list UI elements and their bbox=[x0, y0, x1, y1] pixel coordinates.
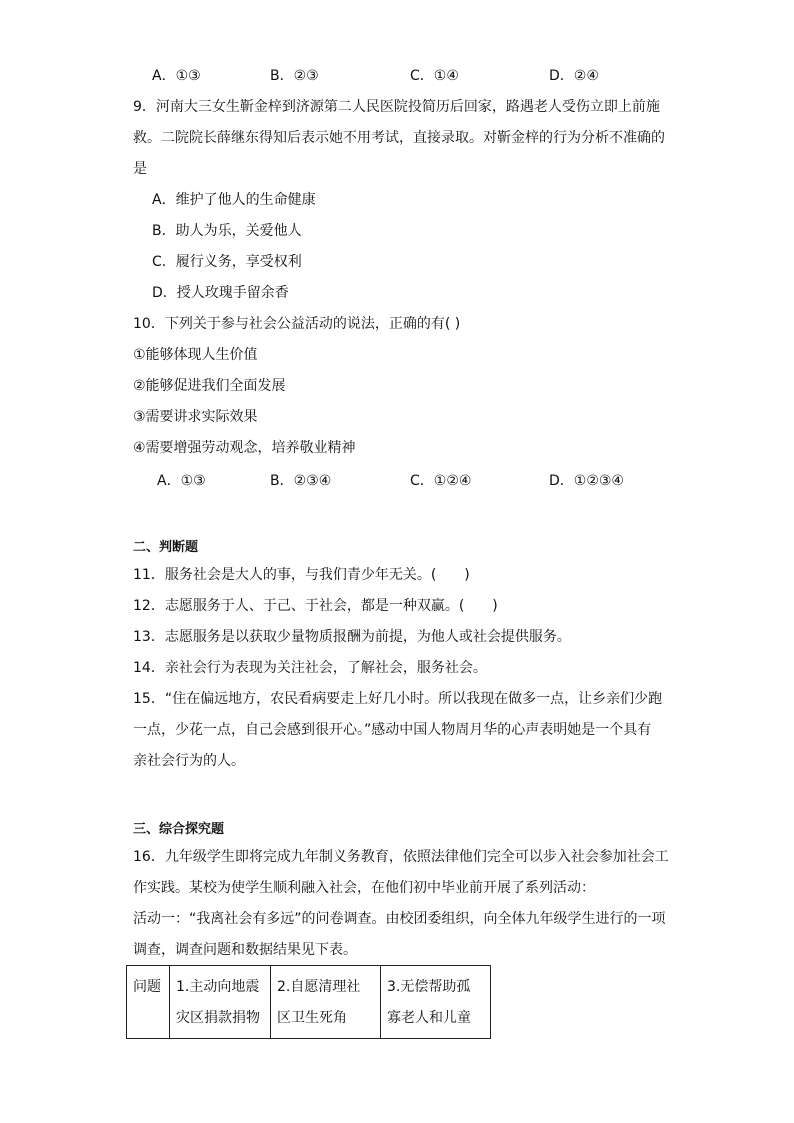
q9-stem-line: 是 bbox=[133, 161, 147, 177]
q10-item: ①能够体现人生价值 bbox=[133, 347, 258, 363]
q10-stem: 10．下列关于参与社会公益活动的说法，正确的有( ) bbox=[133, 316, 461, 332]
q14: 14．亲社会行为表现为关注社会，了解社会，服务社会。 bbox=[133, 660, 487, 676]
survey-table bbox=[126, 965, 491, 1039]
q16-line: 活动一：“我离社会有多远”的问卷调查。由校团委组织，向全体九年级学生进行的一项 bbox=[133, 911, 666, 927]
q15-line: 亲社会行为的人。 bbox=[133, 753, 245, 769]
q10-option-d: D．①②③④ bbox=[549, 473, 624, 489]
q10-option-b: B．②③④ bbox=[270, 473, 332, 489]
q8-option-c: C．①④ bbox=[410, 68, 459, 84]
q15-line: 15．“住在偏远地方，农民看病要走上好几小时。所以我现在做多一点，让乡亲们少跑 bbox=[133, 691, 663, 707]
table-row bbox=[127, 966, 491, 1039]
q13: 13．志愿服务是以获取少量物质报酬为前提，为他人或社会提供服务。 bbox=[133, 629, 571, 645]
q9-stem-line: 救。二院院长薛继东得知后表示她不用考试，直接录取。对靳金梓的行为分析不准确的 bbox=[133, 130, 665, 146]
q10-option-a: A．①③ bbox=[157, 473, 206, 489]
section-title: 二、判断题 bbox=[133, 540, 199, 555]
section-title: 三、综合探究题 bbox=[133, 822, 225, 837]
q12: 12．志愿服务于人、于己、于社会，都是一种双赢。( ) bbox=[133, 598, 498, 614]
table-cell: 3.无偿帮助孤寡老人和儿童 bbox=[381, 966, 491, 1039]
q8-option-a: A．①③ bbox=[152, 68, 201, 84]
q16-line: 调查，调查问题和数据结果见下表。 bbox=[133, 942, 357, 958]
table-cell: 1.主动向地震灾区捐款捐物 bbox=[170, 966, 271, 1039]
q10-item: ③需要讲求实际效果 bbox=[133, 409, 258, 425]
q9-option-c: C．履行义务，享受权利 bbox=[152, 254, 302, 270]
q11: 11．服务社会是大人的事，与我们青少年无关。( ) bbox=[133, 567, 470, 583]
q10-item: ④需要增强劳动观念，培养敬业精神 bbox=[133, 440, 356, 456]
q16-line: 16．九年级学生即将完成九年制义务教育，依照法律他们完全可以步入社会参加社会工 bbox=[133, 849, 669, 865]
q9-option-a: A．维护了他人的生命健康 bbox=[152, 192, 316, 208]
q9-stem-line: 9．河南大三女生靳金梓到济源第二人民医院投简历后回家，路遇老人受伤立即上前施 bbox=[133, 99, 660, 115]
q15-line: 一点，少花一点，自己会感到很开心。”感动中国人物周月华的心声表明她是一个具有 bbox=[133, 722, 652, 738]
table-cell: 2.自愿清理社区卫生死角 bbox=[271, 966, 381, 1039]
q9-option-b: B．助人为乐，关爱他人 bbox=[152, 223, 302, 239]
q8-option-b: B．②③ bbox=[270, 68, 319, 84]
q9-option-d: D．授人玫瑰手留余香 bbox=[152, 285, 289, 301]
q10-item: ②能够促进我们全面发展 bbox=[133, 378, 286, 394]
q16-line: 作实践。某校为使学生顺利融入社会，在他们初中毕业前开展了系列活动： bbox=[133, 880, 595, 896]
q8-option-d: D．②④ bbox=[549, 68, 599, 84]
q10-option-c: C．①②④ bbox=[410, 473, 472, 489]
table-header-cell: 问题 bbox=[127, 966, 170, 1039]
